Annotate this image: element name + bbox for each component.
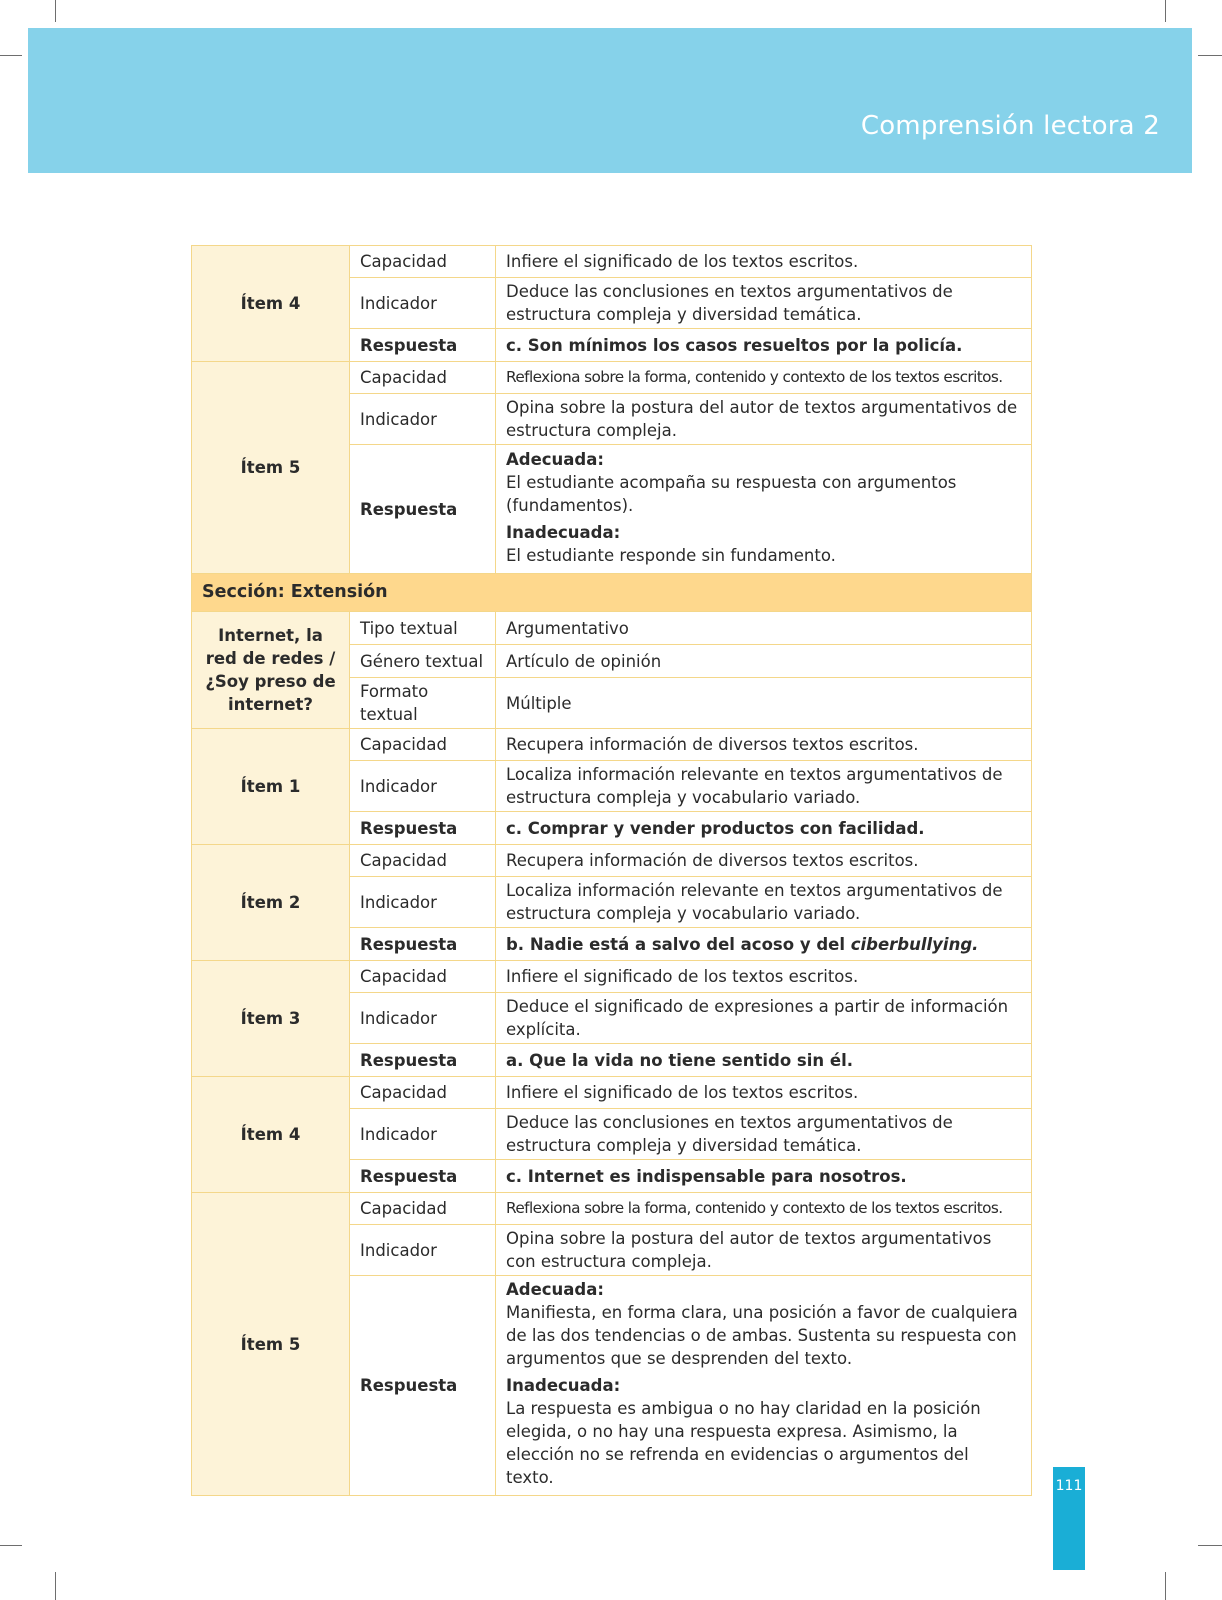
row-label-respuesta: Respuesta xyxy=(350,928,496,961)
capacidad-value: Recupera información de diversos textos escritos. xyxy=(496,845,1032,877)
table-row xyxy=(192,845,1032,877)
crop-mark xyxy=(0,55,22,56)
page-header-title: Comprensión lectora 2 xyxy=(860,111,1160,141)
formato-textual-value: Múltiple xyxy=(496,678,1032,729)
capacidad-value: Reflexiona sobre la forma, contenido y contexto de los textos escritos. xyxy=(496,1193,1032,1225)
inadecuada-heading: Inadecuada: xyxy=(506,1376,621,1395)
adecuada-text: Manifiesta, en forma clara, una posición a favor de cualquiera de las dos tendencias o de ambas. Sustenta su respuesta con argumentos que se desprenden del texto. xyxy=(506,1303,1018,1368)
row-label-indicador: Indicador xyxy=(350,1109,496,1160)
genero-textual-value: Artículo de opinión xyxy=(496,645,1032,678)
respuesta-value xyxy=(496,445,1032,574)
inadecuada-text: La respuesta es ambigua o no hay claridad en la posición elegida, o no hay una respuesta expresa. Asimismo, la elección no se refrenda en evidencias o argumentos del texto. xyxy=(506,1399,981,1487)
crop-mark xyxy=(55,0,56,22)
table-row xyxy=(192,362,1032,394)
item-name: Ítem 4 xyxy=(192,246,350,362)
row-label-capacidad: Capacidad xyxy=(350,845,496,877)
item-name: Ítem 5 xyxy=(192,362,350,574)
item-name: Ítem 4 xyxy=(192,1077,350,1193)
row-label-indicador: Indicador xyxy=(350,394,496,445)
respuesta-value xyxy=(496,928,1032,961)
row-label-tipo-textual: Tipo textual xyxy=(350,612,496,645)
tipo-textual-value: Argumentativo xyxy=(496,612,1032,645)
respuesta-italic-term: ciberbullying. xyxy=(850,934,979,954)
page-number: 111 xyxy=(1055,1478,1083,1494)
indicador-value: Localiza información relevante en textos argumentativos de estructura compleja y vocabulario variado. xyxy=(496,877,1032,928)
crop-mark xyxy=(1165,1572,1166,1600)
text-name: Internet, la red de redes / ¿Soy preso de internet? xyxy=(192,612,350,729)
row-label-respuesta: Respuesta xyxy=(350,445,496,574)
page-header-band xyxy=(28,28,1192,173)
row-label-capacidad: Capacidad xyxy=(350,1193,496,1225)
row-label-indicador: Indicador xyxy=(350,877,496,928)
respuesta-text: b. Nadie está a salvo del acoso y del xyxy=(506,934,851,954)
item-name: Ítem 5 xyxy=(192,1193,350,1496)
inadecuada-text: El estudiante responde sin fundamento. xyxy=(506,545,836,565)
capacidad-value: Recupera información de diversos textos escritos. xyxy=(496,729,1032,761)
capacidad-value: Infiere el significado de los textos escritos. xyxy=(496,961,1032,993)
page-number-tab xyxy=(1053,1467,1085,1570)
crop-mark xyxy=(1165,0,1166,22)
crop-mark xyxy=(1198,55,1222,56)
row-label-respuesta: Respuesta xyxy=(350,329,496,362)
crop-mark xyxy=(1198,1545,1222,1546)
respuesta-value: c. Internet es indispensable para nosotros. xyxy=(496,1160,1032,1193)
table-row xyxy=(192,1193,1032,1225)
row-label-genero-textual: Género textual xyxy=(350,645,496,678)
section-title: Sección: Extensión xyxy=(192,574,1032,612)
row-label-indicador: Indicador xyxy=(350,1225,496,1276)
indicador-value: Deduce las conclusiones en textos argumentativos de estructura compleja y diversidad temática. xyxy=(496,278,1032,329)
table-row xyxy=(192,961,1032,993)
indicador-value: Opina sobre la postura del autor de textos argumentativos con estructura compleja. xyxy=(496,1225,1032,1276)
row-label-respuesta: Respuesta xyxy=(350,1276,496,1496)
table-row xyxy=(192,246,1032,278)
table-row xyxy=(192,1077,1032,1109)
item-name: Ítem 1 xyxy=(192,729,350,845)
row-label-indicador: Indicador xyxy=(350,278,496,329)
respuesta-value: a. Que la vida no tiene sentido sin él. xyxy=(496,1044,1032,1077)
respuesta-value: c. Son mínimos los casos resueltos por la policía. xyxy=(496,329,1032,362)
indicador-value: Deduce las conclusiones en textos argumentativos de estructura compleja y diversidad temática. xyxy=(496,1109,1032,1160)
adecuada-text: El estudiante acompaña su respuesta con argumentos (fundamentos). xyxy=(506,472,957,515)
crop-mark xyxy=(55,1572,56,1600)
item-name: Ítem 2 xyxy=(192,845,350,961)
row-label-respuesta: Respuesta xyxy=(350,1044,496,1077)
capacidad-value: Infiere el significado de los textos escritos. xyxy=(496,1077,1032,1109)
indicador-value: Opina sobre la postura del autor de textos argumentativos de estructura compleja. xyxy=(496,394,1032,445)
table-row xyxy=(192,612,1032,645)
crop-mark xyxy=(0,1545,22,1546)
inadecuada-heading: Inadecuada: xyxy=(506,522,621,542)
section-row xyxy=(192,574,1032,612)
row-label-capacidad: Capacidad xyxy=(350,362,496,394)
indicador-value: Localiza información relevante en textos argumentativos de estructura compleja y vocabulario variado. xyxy=(496,761,1032,812)
row-label-capacidad: Capacidad xyxy=(350,729,496,761)
item-name: Ítem 3 xyxy=(192,961,350,1077)
respuesta-value: c. Comprar y vender productos con facilidad. xyxy=(496,812,1032,845)
row-label-indicador: Indicador xyxy=(350,993,496,1044)
row-label-respuesta: Respuesta xyxy=(350,812,496,845)
capacidad-value: Reflexiona sobre la forma, contenido y contexto de los textos escritos. xyxy=(496,362,1032,394)
evaluation-table xyxy=(191,245,1032,1496)
row-label-respuesta: Respuesta xyxy=(350,1160,496,1193)
row-label-formato-textual: Formato textual xyxy=(350,678,496,729)
row-label-capacidad: Capacidad xyxy=(350,1077,496,1109)
table-row xyxy=(192,729,1032,761)
row-label-indicador: Indicador xyxy=(350,761,496,812)
capacidad-value: Infiere el significado de los textos escritos. xyxy=(496,246,1032,278)
adecuada-heading: Adecuada: xyxy=(506,449,604,469)
respuesta-value xyxy=(496,1276,1032,1496)
indicador-value: Deduce el significado de expresiones a partir de información explícita. xyxy=(496,993,1032,1044)
row-label-capacidad: Capacidad xyxy=(350,961,496,993)
row-label-capacidad: Capacidad xyxy=(350,246,496,278)
adecuada-heading: Adecuada: xyxy=(506,1280,604,1299)
